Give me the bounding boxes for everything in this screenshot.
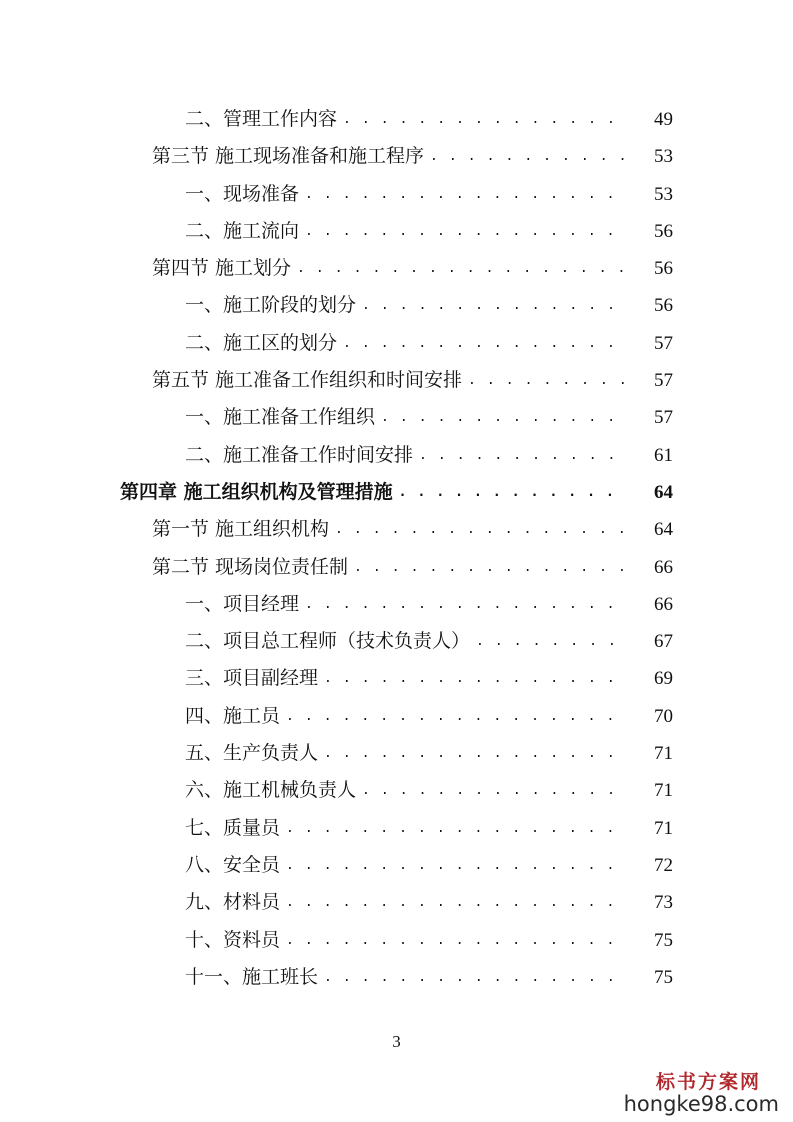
toc-entry-page: 71 xyxy=(627,735,673,772)
toc-entry-title: 四、施工员 xyxy=(185,704,281,727)
toc-entry-title: 十、资料员 xyxy=(185,928,281,951)
toc-entry-title: 第一节 施工组织机构 xyxy=(152,518,330,541)
toc-entry-page: 57 xyxy=(627,325,673,362)
toc-entry-title: 一、项目经理 xyxy=(185,592,300,615)
toc-entry-section[interactable] xyxy=(0,362,793,399)
toc-entry-item[interactable] xyxy=(0,101,793,138)
toc-entry-item[interactable] xyxy=(0,884,793,921)
toc-entry-item[interactable] xyxy=(0,325,793,362)
toc-dot-leader xyxy=(297,250,627,287)
toc-entry-title: 二、项目总工程师（技术负责人） xyxy=(185,630,471,653)
toc-entry-title: 十一、施工班长 xyxy=(185,965,319,988)
toc-entry-chapter[interactable] xyxy=(0,474,793,511)
watermark-name: 标书方案网 xyxy=(655,1071,761,1093)
toc-dot-leader xyxy=(286,884,627,921)
toc-entry-page: 61 xyxy=(627,437,673,474)
toc-entry-item[interactable] xyxy=(0,586,793,623)
toc-entry-page: 75 xyxy=(627,922,673,959)
toc-dot-leader xyxy=(286,698,627,735)
toc-entry-item[interactable] xyxy=(0,660,793,697)
toc-entry-title: 二、施工区的划分 xyxy=(185,331,338,354)
toc-entry-page: 56 xyxy=(627,250,673,287)
toc-dot-leader xyxy=(343,101,627,138)
toc-dot-leader xyxy=(324,735,627,772)
toc-dot-leader xyxy=(305,213,627,250)
toc-entry-page: 70 xyxy=(627,698,673,735)
toc-entry-section[interactable] xyxy=(0,549,793,586)
toc-entry-title: 第三节 施工现场准备和施工程序 xyxy=(152,145,425,168)
toc-entry-title: 三、项目副经理 xyxy=(185,667,319,690)
toc-entry-title: 九、材料员 xyxy=(185,891,281,914)
toc-dot-leader xyxy=(476,623,627,660)
toc-dot-leader xyxy=(419,437,627,474)
toc-entry-item[interactable] xyxy=(0,176,793,213)
toc-dot-leader xyxy=(286,922,627,959)
toc-dot-leader xyxy=(430,138,627,175)
toc-entry-item[interactable] xyxy=(0,399,793,436)
page-number: 3 xyxy=(392,1032,401,1051)
toc-entry-page: 64 xyxy=(627,474,673,511)
toc-entry-page: 57 xyxy=(627,399,673,436)
toc-entry-title: 一、施工准备工作组织 xyxy=(185,406,376,429)
toc-dot-leader xyxy=(468,362,627,399)
toc-dot-leader xyxy=(324,959,627,996)
toc-entry-item[interactable] xyxy=(0,213,793,250)
toc-entry-item[interactable] xyxy=(0,847,793,884)
toc-dot-leader xyxy=(362,772,627,809)
toc-entry-item[interactable] xyxy=(0,959,793,996)
toc-entry-page: 53 xyxy=(627,176,673,213)
toc-entry-page: 56 xyxy=(627,287,673,324)
toc-entry-page: 69 xyxy=(627,660,673,697)
toc-entry-title: 第四章 施工组织机构及管理措施 xyxy=(120,480,393,503)
toc-entry-item[interactable] xyxy=(0,698,793,735)
toc-entry-item[interactable] xyxy=(0,922,793,959)
toc-dot-leader xyxy=(335,511,627,548)
toc-entry-section[interactable] xyxy=(0,250,793,287)
toc-entry-page: 49 xyxy=(627,101,673,138)
toc-entry-page: 57 xyxy=(627,362,673,399)
toc-entry-title: 第四节 施工划分 xyxy=(152,257,292,280)
toc-entry-item[interactable] xyxy=(0,437,793,474)
toc-entry-page: 66 xyxy=(627,586,673,623)
toc-entry-title: 二、管理工作内容 xyxy=(185,108,338,130)
toc-entry-page: 67 xyxy=(627,623,673,660)
toc-entry-item[interactable] xyxy=(0,287,793,324)
toc-dot-leader xyxy=(324,660,627,697)
toc-dot-leader xyxy=(305,176,627,213)
toc-entry-page: 64 xyxy=(627,511,673,548)
watermark xyxy=(624,1067,779,1116)
toc-entry-title: 六、施工机械负责人 xyxy=(185,779,357,802)
toc-entry-section[interactable] xyxy=(0,511,793,548)
watermark-url: hongke98.com xyxy=(623,1092,779,1116)
toc-entry-page: 75 xyxy=(627,959,673,996)
toc-entry-title: 八、安全员 xyxy=(185,853,281,876)
toc-dot-leader xyxy=(399,474,627,511)
toc-entry-page: 73 xyxy=(627,884,673,921)
toc-entry-title: 二、施工流向 xyxy=(185,219,300,242)
toc-dot-leader xyxy=(362,287,627,324)
toc-entry-item[interactable] xyxy=(0,623,793,660)
toc-dot-leader xyxy=(286,847,627,884)
toc-dot-leader xyxy=(354,549,627,586)
toc-entry-title: 第二节 现场岗位责任制 xyxy=(152,555,349,578)
toc-entry-page: 71 xyxy=(627,772,673,809)
toc-entry-title: 一、施工阶段的划分 xyxy=(185,294,357,317)
toc-dot-leader xyxy=(381,399,627,436)
toc-entry-title: 二、施工准备工作时间安排 xyxy=(185,443,414,466)
toc-entry-item[interactable] xyxy=(0,735,793,772)
toc-entry-page: 71 xyxy=(627,810,673,847)
toc-entry-page: 72 xyxy=(627,847,673,884)
toc-entry-title: 七、质量员 xyxy=(185,816,281,839)
toc-entry-item[interactable] xyxy=(0,810,793,847)
toc-dot-leader xyxy=(343,325,627,362)
toc-entry-section[interactable] xyxy=(0,138,793,175)
toc-dot-leader xyxy=(286,810,627,847)
toc-entry-title: 第五节 施工准备工作组织和时间安排 xyxy=(152,369,463,392)
toc-entry-title: 五、生产负责人 xyxy=(185,742,319,765)
toc-entry-page: 66 xyxy=(627,549,673,586)
toc-dot-leader xyxy=(305,586,627,623)
toc-entry-title: 一、现场准备 xyxy=(185,182,300,205)
toc-entry-page: 56 xyxy=(627,213,673,250)
table-of-contents xyxy=(0,101,793,996)
toc-entry-page: 53 xyxy=(627,138,673,175)
toc-entry-item[interactable] xyxy=(0,772,793,809)
